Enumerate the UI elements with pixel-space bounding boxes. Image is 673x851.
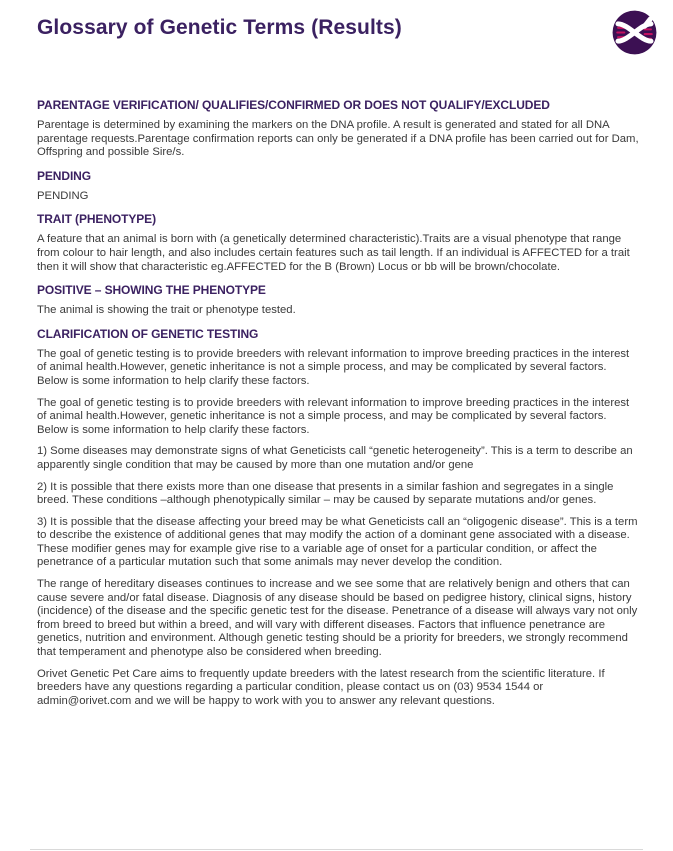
glossary-content [0,98,673,708]
dna-helix-icon [611,9,658,56]
section-paragraph: Orivet Genetic Pet Care aims to frequently update breeders with the latest research from the scientific literature. If breeders have any questions regarding a particular condition, please contact us on (03) 9534 1544 or admin@orivet.com and we will be happy to work with you to answer any relevant questions. [37,667,605,707]
section-heading: PENDING [37,168,91,183]
section-paragraph: The goal of genetic testing is to provide breeders with relevant information to improve breeding practices in the interest of animal health.However, genetic inheritance is not a simple process, and may be complicated by several factors. Below is some information to help clarify these factors. [37,347,630,387]
section-heading: TRAIT (PHENOTYPE) [37,212,156,227]
section-paragraph: PENDING [37,189,89,202]
section-heading: CLARIFICATION OF GENETIC TESTING [37,326,259,341]
section-paragraph: Parentage is determined by examining the markers on the DNA profile. A result is generated and stated for all DNA parentage requests.Parentage confirmation reports can only be generated if a DNA profile has been carried out for Dam, Offspring and possible Sire/s. [37,119,639,159]
page-title: Glossary of Genetic Terms (Results) [37,16,402,39]
section-heading: POSITIVE – SHOWING THE PHENOTYPE [37,283,266,298]
section-parentage-verification [37,98,640,160]
section-paragraph: A feature that an animal is born with (a genetically determined characteristic).Traits are a visual phenotype that range from colour to hair length, and also includes certain features such as tail length. If an individual is AFFECTED for a trait then it will show that characteristic eg.AFFECTED for the B (Brown) Locus or bb will be brown/chocolate. [37,233,630,273]
section-paragraph: The goal of genetic testing is to provide breeders with relevant information to improve breeding practices in the interest of animal health.However, genetic inheritance is not a simple process, and may be complicated by several factors. Below is some information to help clarify these factors. [37,396,630,436]
section-paragraph: 1) Some diseases may demonstrate signs of what Geneticists call “genetic heterogeneity”. This is a term to describe an apparently single condition that may be caused by more than one mutation and/or gene [37,445,633,471]
bottom-divider [30,849,643,850]
section-paragraph: 3) It is possible that the disease affecting your breed may be what Geneticists call an “oligogenic disease”. This is a term to describe the existence of additional genes that may modify the action of a dominant gene associated with a disease. These modifier genes may for example give rise to a variable age of onset for a particular condition, or affect the penetrance of a particular mutation such that some animals may never develop the condition. [37,515,638,569]
section-positive-phenotype [37,283,640,318]
section-trait-phenotype [37,212,640,274]
section-pending [37,169,640,204]
page-header [0,0,673,40]
section-heading: PARENTAGE VERIFICATION/ QUALIFIES/CONFIRMED OR DOES NOT QUALIFY/EXCLUDED [37,98,550,112]
section-paragraph: The animal is showing the trait or phenotype tested. [37,304,296,317]
section-paragraph: 2) It is possible that there exists more than one disease that presents in a similar fashion and segregates in a single breed. These conditions –although phenotypically similar – may be caused by separate mutations and/or genes. [37,480,614,507]
section-clarification-genetic-testing [37,327,640,709]
section-paragraph: The range of hereditary diseases continues to increase and we see some that are relatively benign and others that can cause severe and/or fatal disease. Diagnosis of any disease should be based on pedigree history, clinical signs, history (incidence) of the disease and the specific genetic test for the disease. Penetrance of a disease will always vary not only from breed to breed but within a breed, and will vary with different diseases. Factors that influence penetrance are genetics, nutrition and environment. Although genetic testing should be a priority for breeders, we strongly recommend that temperament and phenotype also be considered when breeding. [37,578,638,659]
orivet-logo [611,9,658,56]
